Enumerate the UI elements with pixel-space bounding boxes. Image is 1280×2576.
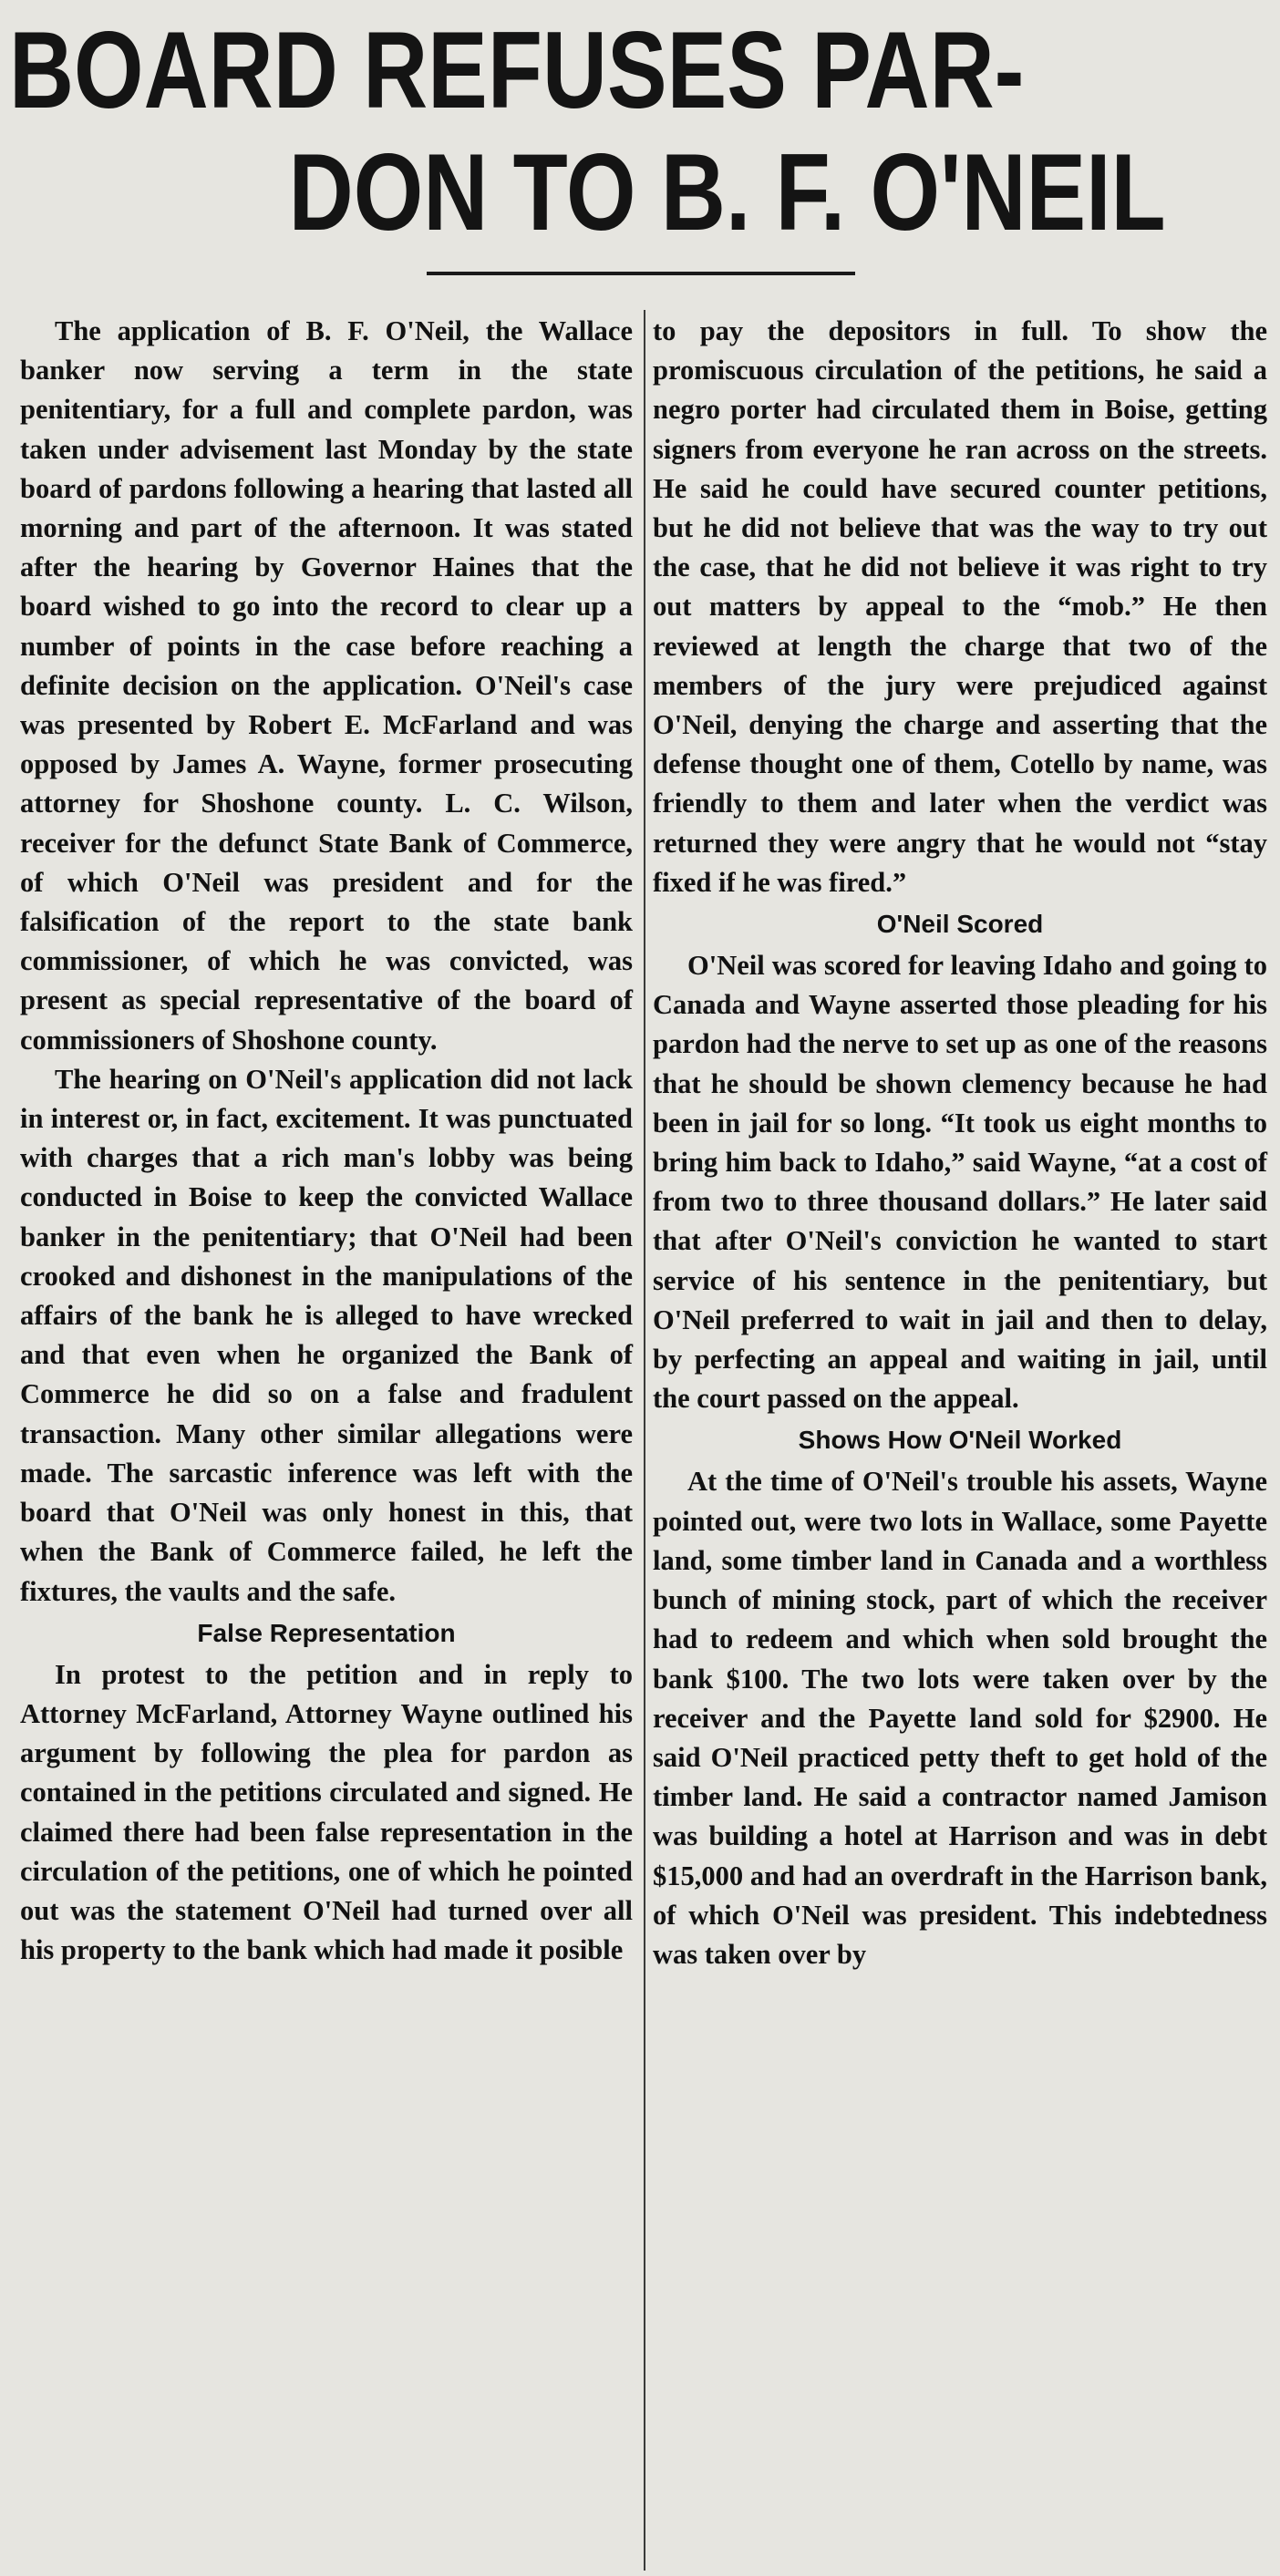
right-column	[653, 312, 1267, 1974]
column-divider	[644, 310, 645, 2571]
left-column	[20, 312, 633, 1970]
paragraph-application: The application of B. F. O'Neil, the Wallace banker now serving a term in the state penitentiary, for a full and complete pardon, was taken under advisement last Monday by the state board of pardons following a hearing that lasted all morning and part of the afternoon. It was stated after the hearing by Governor Haines that the board wished to go into the record to clear up a number of points in the case before reaching a definite decision on the application. O'Neil's case was presented by Robert E. McFarland and was opposed by James A. Wayne, former prosecuting attorney for Shoshone county. L. C. Wilson, receiver for the defunct State Bank of Commerce, of which O'Neil was president and for the falsification of the report to the state bank commissioner, of which he was convicted, was present as special representative of the board of commissioners of Shoshone county.	[20, 315, 633, 1056]
paragraph-scored: O'Neil was scored for leaving Idaho and going to Canada and Wayne asserted those pleading for his pardon had the nerve to set up as one of the reasons that he should be shown clemency because he had been in jail for so long. “It took us eight months to bring him back to Idaho,” said Wayne, “at a cost of from two to three thousand dollars.” He later said that after O'Neil's conviction he wanted to start service of his sentence in the penitentiary, but O'Neil preferred to wait in jail and then to delay, by perfecting an appeal and waiting in jail, until the court passed on the appeal.	[653, 950, 1267, 1415]
paragraph-depositors: to pay the depositors in full. To show the promiscuous circulation of the petitions, he said a negro porter had circulated them in Boise, getting signers from everyone he ran across on the streets. He said he could have secured counter petitions, but he did not believe that was the way to try out the case, that he did not believe it was right to try out matters by appeal to the “mob.” He then reviewed at length the charge that two of the members of the jury were prejudiced against O'Neil, denying the charge and asserting that the defense thought one of them, Cotello by name, was friendly to them and later when the verdict was returned they were angry that he would not “stay fixed if he was fired.”	[653, 315, 1267, 898]
headline-line-2: DON TO B. F. O'NEIL	[288, 131, 1166, 253]
subhead-shows-how: Shows How O'Neil Worked	[798, 1426, 1122, 1455]
subhead-false-representation: False Representation	[197, 1618, 456, 1647]
paragraph-hearing: The hearing on O'Neil's application did not lack in interest or, in fact, excitement. It was punctuated with charges that a rich man's lobby was being conducted in Boise to keep the convicted Wallace banker in the penitentiary; that O'Neil had been crooked and dishonest in the manipulations of the affairs of the bank he is alleged to have wrecked and that even when he organized the Bank of Commerce he did so on a false and fradulent transaction. Many other similar allegations were made. The sarcastic inference was left with the board that O'Neil was only honest in this, that when the Bank of Commerce failed, he left the fixtures, the vaults and the safe.	[20, 1063, 633, 1607]
paragraph-assets: At the time of O'Neil's trouble his assets, Wayne pointed out, were two lots in Wallace, some Payette land, some timber land in Canada and a worthless bunch of mining stock, part of which the receiver had to redeem and which when sold brought the bank $100. The two lots were taken over by the receiver and the Payette land sold for $2900. He said O'Neil practiced petty theft to get hold of the timber land. He said a contractor named Jamison was building a hotel at Harrison and was in debt $15,000 and had an overdraft in the Harrison bank, of which O'Neil was president. This indebtedness was taken over by	[653, 1466, 1267, 1970]
headline	[9, 9, 1166, 253]
paragraph-protest: In protest to the petition and in reply to Attorney McFarland, Attorney Wayne outlined his argument by following the plea for pardon as contained in the petitions circulated and signed. He claimed there had been false representation in the circulation of the petitions, one of which he pointed out was the statement O'Neil had turned over all his property to the bank which had made it posible	[20, 1658, 633, 1966]
headline-rule	[427, 272, 855, 275]
subhead-oneil-scored: O'Neil Scored	[876, 910, 1044, 939]
headline-line-1: BOARD REFUSES PAR-	[9, 9, 1025, 131]
